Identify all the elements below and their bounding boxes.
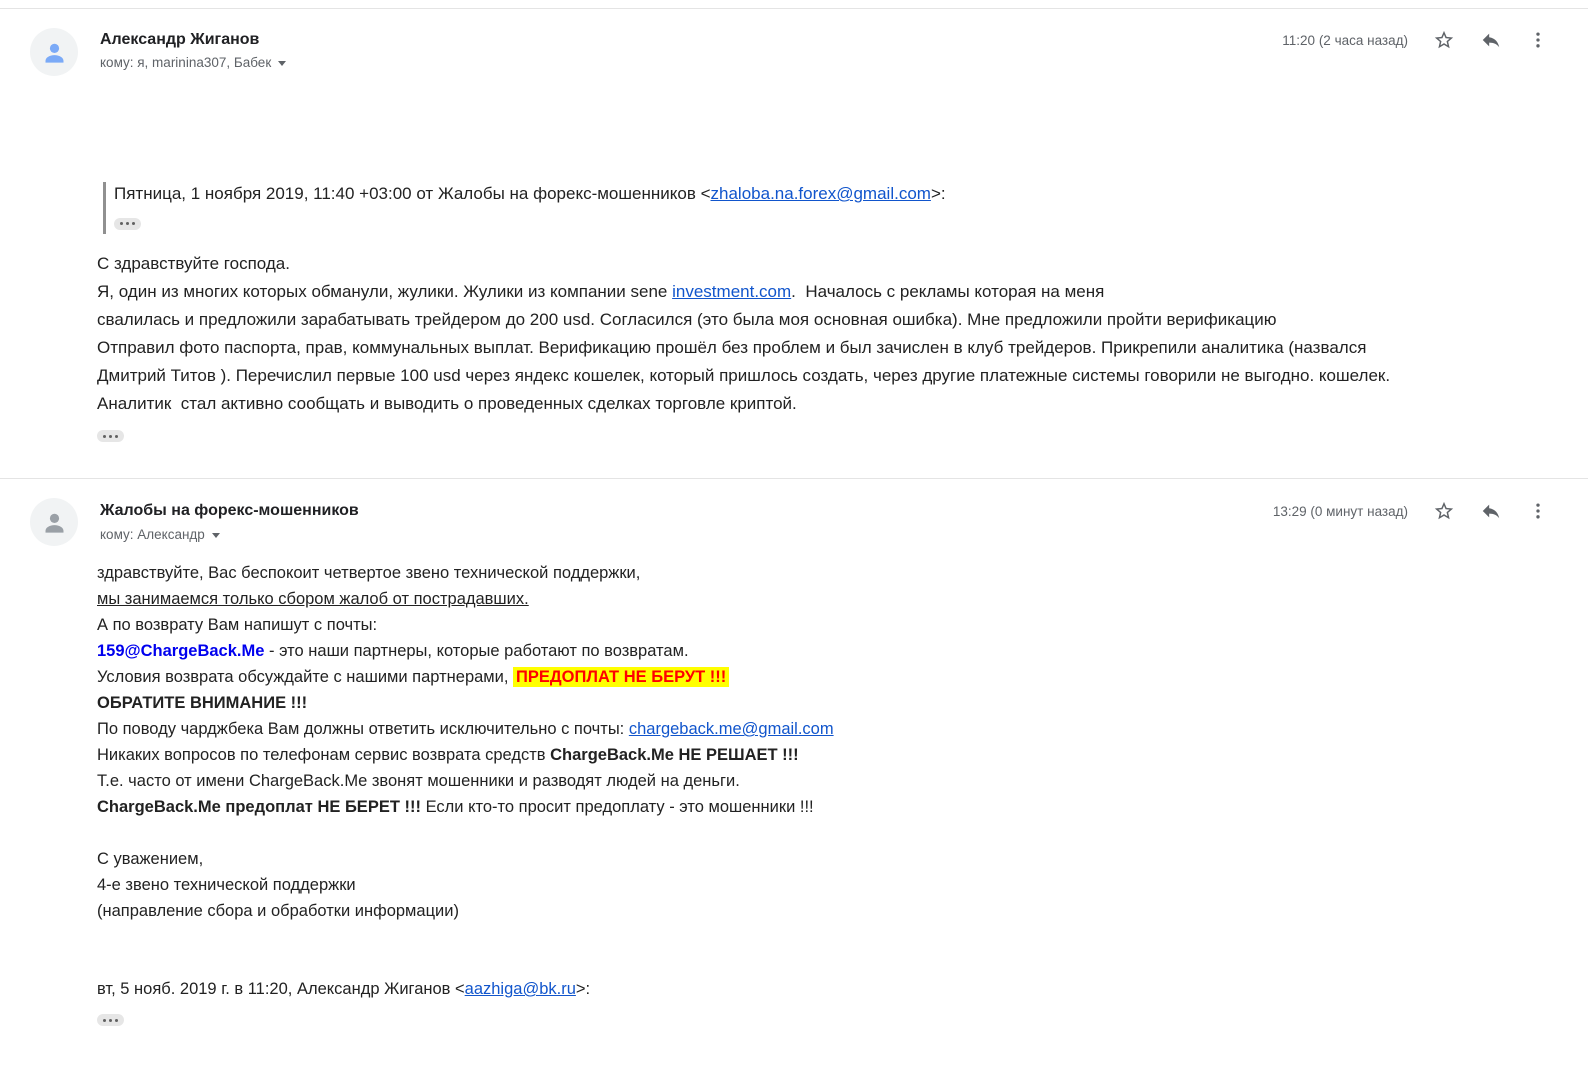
body-text: вт, 5 нояб. 2019 г. в 11:20, Александр Жиганов < [97, 980, 465, 998]
body-text: . Началось с рекламы которая на меня [791, 282, 1105, 301]
quote-header-text: Пятница, 1 ноября 2019, 11:40 +03:00 от Жалобы на форекс-мошенников < [114, 184, 711, 203]
body-line [97, 716, 834, 742]
body-line: Аналитик стал активно сообщать и выводить о проведенных сделках торговле криптой. [97, 394, 797, 413]
body-line: Отправил фото паспорта, прав, коммунальных выплат. Верификацию прошёл без проблем и был зачислен в клуб трейдеров. Прикрепили аналитика (назвался [97, 338, 1367, 357]
more-options-button[interactable] [1526, 28, 1550, 52]
show-trimmed-content-button[interactable] [97, 430, 124, 442]
body-line: свалилась и предложили зарабатывать трейдером до 200 usd. Согласился (это была моя основная ошибка). Мне предложили пройти верификацию [97, 310, 1277, 329]
quoted-sender-email-link[interactable]: aazhiga@bk.ru [464, 980, 576, 998]
body-line: 4-е звено технической поддержки [97, 876, 356, 894]
recipients-details-toggle[interactable] [100, 55, 286, 70]
body-line [97, 638, 834, 664]
body-line: С уважением, [97, 850, 204, 868]
email-2-body [97, 560, 834, 1030]
show-trimmed-content-button[interactable] [97, 1014, 124, 1026]
body-line: С здравствуйте господа. [97, 254, 290, 273]
more-vertical-icon [1528, 501, 1548, 521]
body-text: Я, один из многих которых обманули, жулики. Жулики из компании sene [97, 282, 673, 301]
body-line: (направление сбора и обработки информации) [97, 902, 459, 920]
body-text: - это наши партнеры, которые работают по возвратам. [264, 642, 689, 660]
sender-name: Жалобы на форекс-мошенников [100, 502, 359, 519]
body-line [97, 690, 834, 716]
attention-bold-text: ОБРАТИТЕ ВНИМАНИЕ !!! [97, 694, 308, 712]
reply-button[interactable] [1479, 499, 1503, 523]
message-timestamp: 11:20 (2 часа назад) [1282, 32, 1408, 48]
reply-button[interactable] [1479, 28, 1503, 52]
body-line [97, 742, 834, 768]
star-icon [1433, 500, 1455, 522]
email-1-body [97, 182, 1390, 447]
body-text: Условия возврата обсуждайте с нашими партнерами, [97, 668, 514, 686]
sender-avatar[interactable] [30, 28, 78, 76]
investment-link[interactable]: investment.com [672, 282, 792, 301]
sender-name: Александр Жиганов [100, 31, 260, 48]
message-timestamp: 13:29 (0 минут назад) [1272, 503, 1408, 519]
quoted-sender-email-link[interactable]: zhaloba.na.forex@gmail.com [710, 184, 931, 203]
reply-icon [1480, 500, 1502, 522]
body-text: Никаких вопросов по телефонам сервис возврата средств [97, 746, 551, 764]
body-text: По поводу чарджбека Вам должны ответить исключительно с почты: [97, 720, 629, 738]
body-line: здравствуйте, Вас беспокоит четвертое звено технической поддержки, [97, 564, 641, 582]
thread-divider [0, 478, 1588, 479]
bold-text: ChargeBack.Me НЕ РЕШАЕТ !!! [550, 746, 799, 764]
recipients-text: кому: Александр [100, 527, 205, 542]
person-icon [41, 39, 68, 66]
recipients-text: кому: я, marinina307, Бабек [100, 55, 272, 70]
star-button[interactable] [1432, 28, 1456, 52]
reply-quote-header [97, 976, 834, 1002]
bold-text: ChargeBack.Me предоплат НЕ БЕРЕТ !!! [97, 798, 421, 816]
person-icon [41, 509, 68, 536]
star-icon [1433, 29, 1455, 51]
highlighted-warning: ПРЕДОПЛАТ НЕ БЕРУТ !!! [513, 667, 729, 687]
body-line: Т.е. часто от имени ChargeBack.Me звонят мошенники и разводят людей на деньги. [97, 772, 740, 790]
chevron-down-icon [278, 61, 286, 66]
more-options-button[interactable] [1526, 499, 1550, 523]
partner-email-link[interactable]: 159@ChargeBack.Me [97, 642, 265, 660]
show-trimmed-content-button[interactable] [114, 218, 141, 230]
more-vertical-icon [1528, 30, 1548, 50]
sender-avatar[interactable] [30, 498, 78, 546]
chevron-down-icon [212, 533, 220, 538]
quoted-header-block [103, 182, 1390, 234]
body-text: >: [575, 980, 591, 998]
body-line [97, 586, 834, 612]
star-button[interactable] [1432, 499, 1456, 523]
body-line [97, 664, 834, 690]
body-line [97, 278, 1390, 306]
reply-icon [1480, 29, 1502, 51]
recipients-details-toggle[interactable] [100, 527, 220, 542]
underlined-text: мы занимаемся только сбором жалоб от пострадавших. [97, 590, 529, 608]
quote-header-suffix: >: [930, 184, 946, 203]
body-line: А по возврату Вам напишут с почты: [97, 616, 378, 634]
body-text: Если кто-то просит предоплату - это мошенники !!! [420, 798, 814, 816]
thread-top-divider [0, 8, 1588, 9]
body-line [97, 794, 834, 820]
chargeback-email-link[interactable]: chargeback.me@gmail.com [628, 720, 834, 738]
body-line: Дмитрий Титов ). Перечислил первые 100 usd через яндекс кошелек, который пришлось создать, через другие платежные системы говорили не выгодно. кошелек. [97, 366, 1391, 385]
